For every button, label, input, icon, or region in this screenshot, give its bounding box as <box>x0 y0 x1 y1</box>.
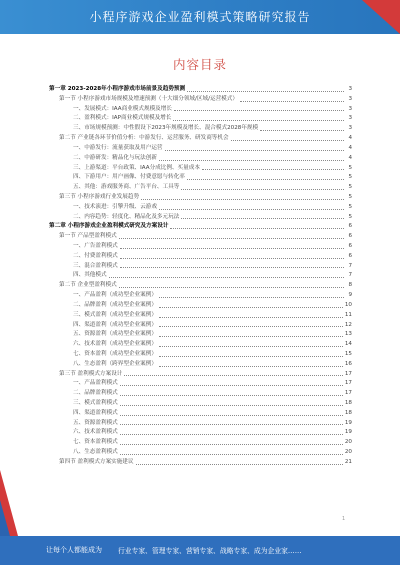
toc-dot-leader <box>181 218 344 219</box>
toc-subsection-row[interactable] <box>49 203 352 213</box>
toc-entry-label: 七、资本盈利模式 <box>73 439 118 446</box>
toc-entry-label: 八、生态盈利模式 <box>73 449 118 456</box>
toc-dot-leader <box>120 385 343 386</box>
toc-entry-page: 10 <box>344 301 352 308</box>
toc-subsection-row[interactable] <box>49 242 352 252</box>
toc-entry-page: 21 <box>344 458 352 465</box>
toc-dot-leader <box>120 424 343 425</box>
toc-subsection-row[interactable] <box>49 173 352 183</box>
toc-entry-label: 五、其他：游戏服务商、广告平台、工具等 <box>73 184 180 191</box>
toc-subsection-row[interactable] <box>49 252 352 262</box>
toc-entry-label: 七、资本盈利（成功型企业案例） <box>73 350 157 357</box>
toc-entry-page: 18 <box>344 400 352 406</box>
toc-entry-page: 17 <box>344 370 352 377</box>
toc-section-row[interactable] <box>49 232 352 242</box>
toc-entry-label: 一、发展模式：IAA商业模式规模及增长 <box>73 105 172 112</box>
toc-dot-leader <box>159 307 343 308</box>
toc-subsection-row[interactable] <box>49 271 352 281</box>
toc-dot-leader <box>181 189 344 190</box>
toc-entry-label: 一、中游发行：流量获取及用户运营 <box>73 144 163 151</box>
toc-entry-page: 20 <box>344 439 352 446</box>
toc-subsection-row[interactable] <box>49 379 352 389</box>
toc-entry-page: 20 <box>344 449 352 456</box>
toc-subsection-row[interactable] <box>49 419 352 429</box>
toc-entry-label: 五、资源盈利（成功型企业案例） <box>73 331 157 338</box>
toc-entry-page: 19 <box>344 419 352 426</box>
toc-dot-leader <box>240 101 344 102</box>
toc-entry-label: 第二章 小程序游戏企业盈利模式研究及方案设计 <box>49 223 169 230</box>
toc-section-row[interactable] <box>49 370 352 380</box>
toc-entry-label: 第四节 盈利模式方案实施建议 <box>59 458 134 465</box>
toc-dot-leader <box>170 228 344 229</box>
toc-entry-page: 4 <box>348 135 352 142</box>
toc-entry-label: 第三节 盈利模式方案设计 <box>59 370 123 377</box>
toc-section-row[interactable] <box>49 193 352 203</box>
toc-entry-label: 第二节 企业型盈利模式 <box>59 282 117 289</box>
toc-subsection-row[interactable] <box>49 428 352 438</box>
toc-entry-label: 二、盈利模式：IAP商业模式规模及增长 <box>73 115 172 122</box>
toc-subsection-row[interactable] <box>49 105 352 115</box>
toc-subsection-row[interactable] <box>49 448 352 458</box>
toc-dot-leader <box>159 326 343 327</box>
toc-entry-page: 4 <box>348 144 352 151</box>
toc-dot-leader <box>119 238 344 239</box>
toc-subsection-row[interactable] <box>49 144 352 154</box>
toc-entry-page: 6 <box>348 233 352 240</box>
toc-entry-page: 12 <box>344 321 352 328</box>
toc-entry-label: 三、模式盈利（成功型企业案例） <box>73 311 157 318</box>
toc-entry-label: 三、市场规模预测：中性假设下2023年规模及增长、混合模式2028年规模 <box>73 125 259 132</box>
toc-entry-label: 八、生态盈利（跨界型企业案例） <box>73 360 157 367</box>
toc-entry-label: 四、其他模式 <box>73 272 107 279</box>
toc-dot-leader <box>159 209 344 210</box>
toc-entry-label: 三、模式盈利模式 <box>73 400 118 406</box>
toc-entry-page: 3 <box>348 86 352 92</box>
toc-entry-page: 7 <box>348 262 352 269</box>
toc-chapter-row[interactable] <box>49 222 352 232</box>
toc-dot-leader <box>120 444 343 445</box>
toc-entry-page: 9 <box>348 292 352 299</box>
toc-dot-leader <box>260 130 344 131</box>
toc-dot-leader <box>159 160 344 161</box>
toc-subsection-row[interactable] <box>49 183 352 193</box>
toc-entry-label: 一、技术演进：引擎升级、云游戏 <box>73 203 157 210</box>
toc-subsection-row[interactable] <box>49 291 352 301</box>
toc-section-row[interactable] <box>49 134 352 144</box>
toc-dot-leader <box>120 258 344 259</box>
toc-entry-label: 一、产品盈利模式 <box>73 380 118 387</box>
toc-dot-leader <box>119 287 344 288</box>
toc-subsection-row[interactable] <box>49 389 352 399</box>
toc-entry-page: 19 <box>344 429 352 436</box>
toc-dot-leader <box>109 277 344 278</box>
toc-subsection-row[interactable] <box>49 409 352 419</box>
toc-entry-page: 18 <box>344 409 352 416</box>
decorative-ribbon-blue <box>0 500 10 536</box>
toc-dot-leader <box>159 346 343 347</box>
toc-subsection-row[interactable] <box>49 262 352 272</box>
toc-entry-page: 5 <box>348 203 352 210</box>
toc-entry-page: 3 <box>348 105 352 112</box>
toc-entry-page: 5 <box>348 164 352 171</box>
toc-dot-leader <box>159 356 343 357</box>
toc-dot-leader <box>141 199 344 200</box>
toc-entry-page: 14 <box>344 341 352 348</box>
toc-entry-page: 17 <box>344 390 352 397</box>
toc-dot-leader <box>120 395 343 396</box>
toc-entry-label: 三、混合盈利模式 <box>73 262 118 269</box>
footer-slogan: 让每个人都能成为 <box>46 546 102 554</box>
toc-entry-label: 五、资源盈利模式 <box>73 419 118 426</box>
toc-dot-leader <box>120 267 344 268</box>
toc-subsection-row[interactable] <box>49 154 352 164</box>
toc-entry-label: 二、品牌盈利（成功型企业案例） <box>73 301 157 308</box>
toc-dot-leader <box>159 317 343 318</box>
toc-dot-leader <box>120 415 343 416</box>
toc-dot-leader <box>120 405 343 406</box>
toc-entry-label: 二、品牌盈利模式 <box>73 390 118 397</box>
toc-dot-leader <box>187 179 344 180</box>
toc-subsection-row[interactable] <box>49 311 352 321</box>
toc-entry-page: 5 <box>348 184 352 191</box>
toc-entry-page: 7 <box>348 272 352 279</box>
report-title: 小程序游戏企业盈利模式策略研究报告 <box>89 10 311 24</box>
toc-entry-label: 二、付费盈利模式 <box>73 252 118 259</box>
toc-entry-page: 8 <box>348 282 352 289</box>
toc-entry-page: 13 <box>344 331 352 338</box>
toc-subsection-row[interactable] <box>49 213 352 223</box>
toc-entry-page: 15 <box>344 350 352 357</box>
toc-entry-label: 二、中游研发：精品化与玩法创新 <box>73 154 157 161</box>
toc-entry-label: 第一节 小程序游戏市场规模及增速预测（十大细分领域/区域/运营模式） <box>59 95 238 102</box>
toc-dot-leader <box>120 454 343 455</box>
toc-entry-page: 3 <box>348 115 352 122</box>
header-bar <box>0 0 400 34</box>
toc-section-row[interactable] <box>49 95 352 105</box>
toc-entry-label: 第二节 产业链各环节价值分析：中游发行、运营服务、研发商等机会 <box>59 135 229 142</box>
toc-entry-page: 11 <box>344 311 352 318</box>
toc-entry-label: 第一章 2023-2028年小程序游戏市场前景及趋势预测 <box>49 86 186 92</box>
toc-entry-label: 一、广告盈利模式 <box>73 243 118 249</box>
toc-entry-label: 三、上游渠道：平台政策、IAA分成比例、买量成本 <box>73 164 200 171</box>
toc-entry-page: 3 <box>348 95 352 102</box>
toc-dot-leader <box>174 110 344 111</box>
toc-entry-page: 6 <box>348 252 352 259</box>
toc-entry-page: 6 <box>348 223 352 230</box>
toc-subsection-row[interactable] <box>49 330 352 340</box>
toc-dot-leader <box>124 375 343 376</box>
toc-entry-page: 16 <box>344 360 352 367</box>
toc-dot-leader <box>231 140 344 141</box>
table-of-contents <box>49 85 352 468</box>
toc-subsection-row[interactable] <box>49 301 352 311</box>
toc-dot-leader <box>202 169 344 170</box>
toc-dot-leader <box>136 464 343 465</box>
toc-section-row[interactable] <box>49 458 352 468</box>
toc-subsection-row[interactable] <box>49 164 352 174</box>
toc-subsection-row[interactable] <box>49 114 352 124</box>
page-number: 1 <box>342 516 346 522</box>
toc-entry-label: 四、下游用户：用户画像、付费意愿与转化率 <box>73 174 185 181</box>
toc-entry-page: 5 <box>348 213 352 220</box>
toc-section-row[interactable] <box>49 281 352 291</box>
toc-entry-label: 四、渠道盈利模式 <box>73 409 118 416</box>
toc-subsection-row[interactable] <box>49 340 352 350</box>
toc-entry-page: 3 <box>348 125 352 132</box>
toc-subsection-row[interactable] <box>49 321 352 331</box>
toc-entry-label: 六、技术盈利模式 <box>73 429 118 436</box>
toc-entry-page: 17 <box>344 380 352 387</box>
toc-dot-leader <box>120 248 344 249</box>
toc-dot-leader <box>187 91 344 92</box>
toc-entry-label: 第一节 产品型盈利模式 <box>59 233 117 240</box>
toc-chapter-row[interactable] <box>49 85 352 95</box>
toc-subsection-row[interactable] <box>49 399 352 409</box>
toc-subsection-row[interactable] <box>49 350 352 360</box>
toc-dot-leader <box>159 366 343 367</box>
toc-dot-leader <box>165 150 344 151</box>
footer-roles: 行业专家、管理专家、营销专家、战略专家、成为企业家…… <box>118 547 302 555</box>
toc-entry-page: 5 <box>348 193 352 200</box>
toc-entry-label: 一、产品盈利（成功型企业案例） <box>73 292 157 299</box>
toc-entry-page: 6 <box>348 243 352 249</box>
toc-dot-leader <box>120 434 343 435</box>
footer-bar <box>0 536 400 565</box>
toc-heading: 内容目录 <box>172 57 227 72</box>
toc-entry-page: 5 <box>348 174 352 181</box>
toc-dot-leader <box>159 297 344 298</box>
toc-dot-leader <box>173 120 344 121</box>
toc-entry-page: 4 <box>348 154 352 161</box>
toc-dot-leader <box>159 336 343 337</box>
toc-entry-label: 四、渠道盈利（成功型企业案例） <box>73 321 157 328</box>
toc-entry-label: 第三节 小程序游戏行业发展趋势 <box>59 193 140 200</box>
toc-subsection-row[interactable] <box>49 124 352 134</box>
toc-subsection-row[interactable] <box>49 360 352 370</box>
toc-entry-label: 六、技术盈利（成功型企业案例） <box>73 341 157 348</box>
toc-subsection-row[interactable] <box>49 438 352 448</box>
toc-entry-label: 二、内容趋势：轻度化、精品化及多元玩法 <box>73 213 180 220</box>
